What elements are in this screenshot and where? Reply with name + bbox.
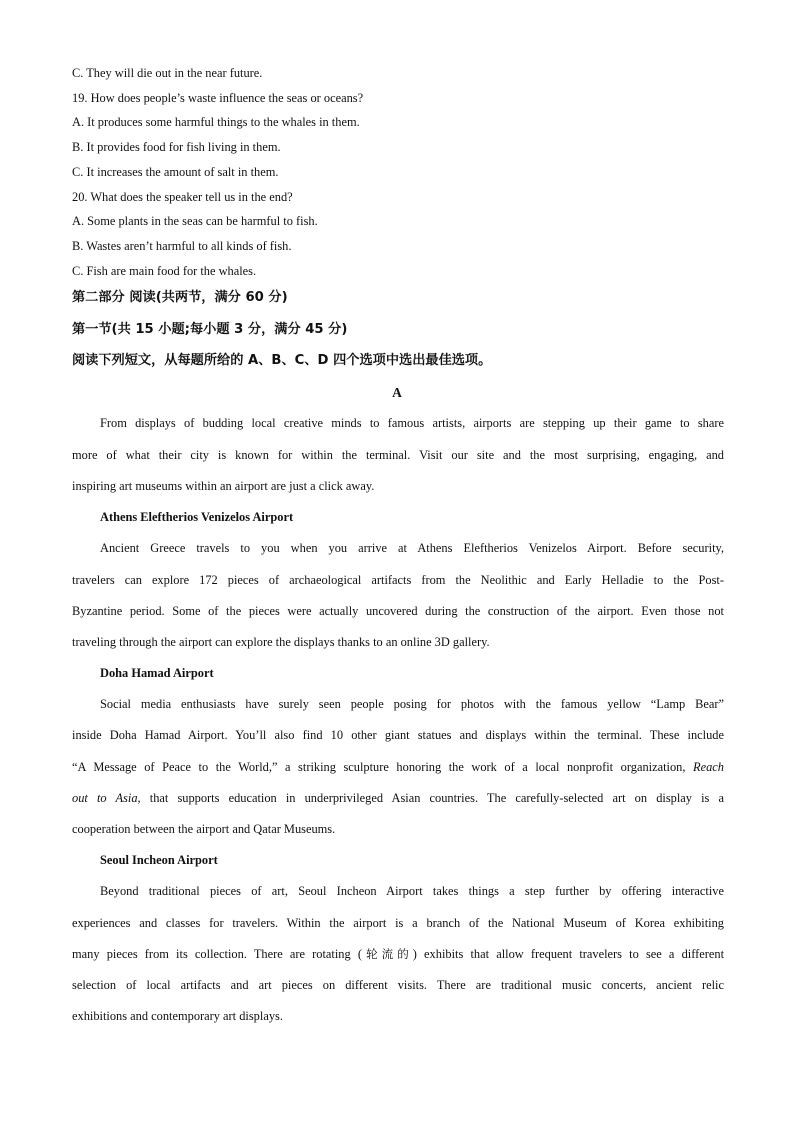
athens-line-4: traveling through the airport can explore the displays thanks to an online 3D gallery. — [72, 635, 490, 649]
q20-option-c: C. Fish are main food for the whales. — [72, 264, 257, 278]
reach-italic: Reach — [693, 760, 724, 774]
q18-option-c: C. They will die out in the near future. — [72, 66, 263, 80]
seoul-line-5: exhibitions and contemporary art displays. — [72, 1009, 283, 1023]
intro-line-2: more of what their city is known for within the terminal. Visit our site and the most surprising, engaging, and — [72, 448, 724, 462]
athens-line-1: Ancient Greece travels to you when you arrive at Athens Eleftherios Venizelos Airport. Before security, — [100, 541, 724, 555]
seoul-line-3 — [72, 946, 724, 962]
intro-line-3: inspiring art museums within an airport are just a click away. — [72, 479, 375, 493]
section1-heading: 第一节(共 15 小题;每小题 3 分，满分 45 分) — [72, 322, 348, 337]
athens-line-3: Byzantine period. Some of the pieces were actually uncovered during the construction of the airport. Even those not — [72, 604, 724, 618]
instructions: 阅读下列短文，从每题所给的 A、B、C、D 四个选项中选出最佳选项。 — [72, 353, 492, 368]
q19-option-b: B. It provides food for fish living in them. — [72, 140, 281, 154]
seoul-line-3-text-a: many pieces from its collection. There are rotating ( — [72, 947, 362, 961]
doha-title: Doha Hamad Airport — [100, 666, 214, 680]
seoul-line-3-text-b: ) exhibits that allow frequent travelers to see a different — [412, 947, 725, 961]
seoul-line-2: experiences and classes for travelers. Within the airport is a branch of the National Museum of Korea exhibiting — [72, 916, 724, 930]
intro-line-1: From displays of budding local creative minds to famous artists, airports are stepping up their game to share — [100, 416, 724, 430]
doha-line-2: inside Doha Hamad Airport. You’ll also find 10 other giant statues and displays within the terminal. These include — [72, 728, 724, 742]
doha-line-5: cooperation between the airport and Qatar Museums. — [72, 822, 336, 836]
q20-option-b: B. Wastes aren’t harmful to all kinds of fish. — [72, 239, 292, 253]
seoul-title: Seoul Incheon Airport — [100, 853, 218, 867]
q20-question: 20. What does the speaker tell us in the end? — [72, 190, 293, 204]
seoul-line-4: selection of local artifacts and art pieces on different visits. There are traditional music concerts, ancient relic — [72, 978, 724, 992]
doha-line-3 — [72, 759, 724, 775]
out-to-asia-italic: out to Asia — [72, 791, 138, 805]
q19-question: 19. How does people’s waste influence the seas or oceans? — [72, 91, 364, 105]
doha-line-1: Social media enthusiasts have surely seen people posing for photos with the famous yellow “Lamp Bear” — [100, 697, 724, 711]
doha-line-4-text: , that supports education in underprivileged Asian countries. The carefully-selected art on display is a — [137, 791, 724, 805]
q19-option-a: A. It produces some harmful things to the whales in them. — [72, 115, 360, 129]
q19-option-c: C. It increases the amount of salt in them. — [72, 165, 279, 179]
doha-line-3-text: “A Message of Peace to the World,” a striking sculpture honoring the work of a local nonprofit organization, — [72, 760, 686, 774]
athens-title: Athens Eleftherios Venizelos Airport — [100, 510, 294, 524]
part2-heading: 第二部分 阅读(共两节，满分 60 分) — [72, 290, 288, 305]
chinese-gloss: 轮流的 — [362, 947, 413, 961]
athens-line-2: travelers can explore 172 pieces of archaeological artifacts from the Neolithic and Early Helladie to the Post- — [72, 573, 724, 587]
seoul-line-1: Beyond traditional pieces of art, Seoul Incheon Airport takes things a step further by offering interactive — [100, 884, 724, 898]
q20-option-a: A. Some plants in the seas can be harmful to fish. — [72, 214, 318, 228]
doha-line-4 — [72, 790, 724, 806]
passage-label: A — [392, 385, 402, 400]
